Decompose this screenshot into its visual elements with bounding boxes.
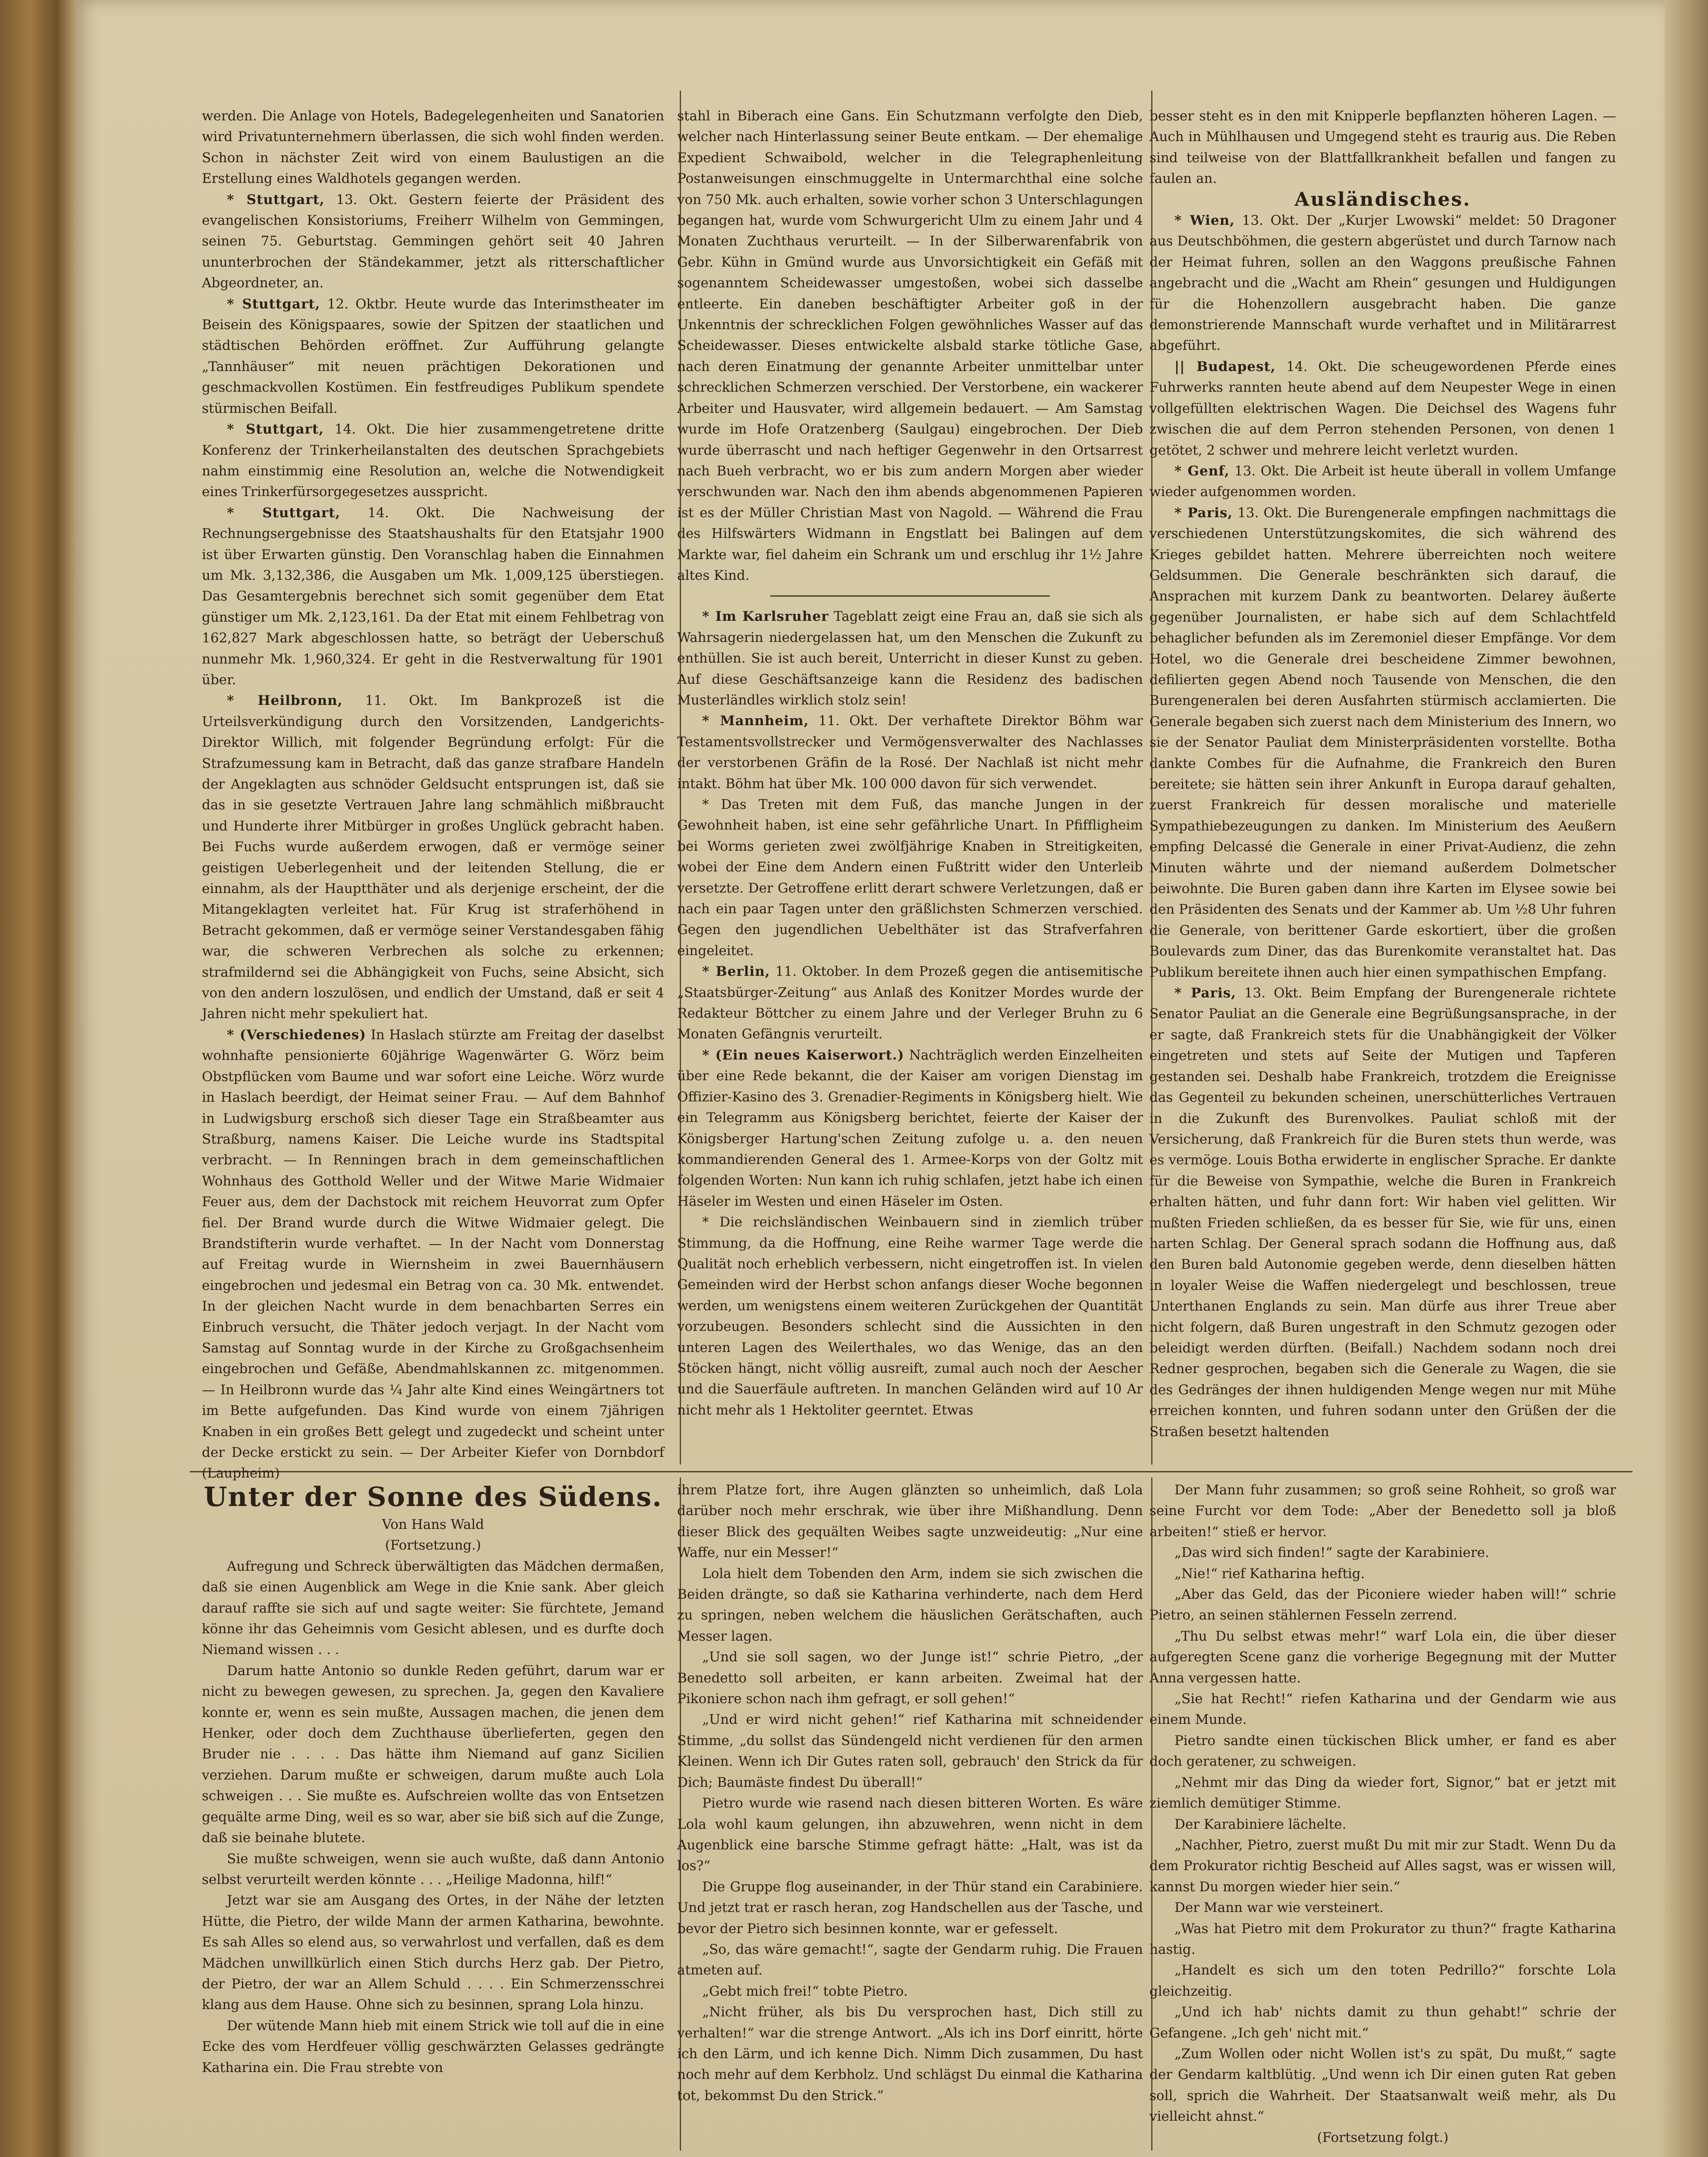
paragraph-text: Jetzt war sie am Ausgang des Ortes, in der Nähe der letzten Hütte, die Pietro, der wilde Mann der armen Katharina, bewohnte. Es sah Alles so elend aus, so verwahrlost und verfallen, daß es dem Mädchen unwillkürlich einen Stich durchs Herz gab. Der Pietro, der Pietro, der war an Allem Schuld . . . . Ein Schmerzensschrei klang aus dem Hause. Ohne sich zu besinnen, sprang Lola hinzu. xyxy=(202,1893,664,2013)
column-bottom-3 xyxy=(1149,1480,1616,2157)
paragraph-text: Der Mann fuhr zusammen; so groß seine Rohheit, so groß war seine Furcht vor dem Tode: „Aber der Benedetto soll ja bloß arbeiten!“ stieß er hervor. xyxy=(1149,1482,1616,1540)
article-paragraph xyxy=(677,1045,1143,1212)
article-paragraph xyxy=(1149,356,1616,461)
article-paragraph xyxy=(202,189,664,294)
paragraph-text: Sie mußte schweigen, wenn sie auch wußte, daß dann Antonio selbst verurteilt werden könnte . . . „Heilige Madonna, hilf!“ xyxy=(202,1851,664,1887)
paragraph-text: 11. Oktober. In dem Prozeß gegen die antisemitische „Staatsbürger-Zeitung“ aus Anlaß des Konitzer Mordes wurde der Redakteur Böttcher zu einem Jahre und der Verleger Bruhn zu 6 Monaten Gefängnis verurteilt. xyxy=(677,964,1143,1042)
paragraph-text: „Gebt mich frei!“ tobte Pietro. xyxy=(702,1983,908,1999)
column-top-1 xyxy=(202,106,664,1481)
dateline: * Heilbronn, xyxy=(227,693,343,709)
paragraph-text: 13. Okt. Die Burengenerale empfingen nachmittags die verschiedenen Unterstützungskomites, die sich während des Krieges gebildet hatten. Mehrere überreichten noch weitere Geldsummen. Die Generale beschränkten sich darauf, die Ansprachen mit kurzem Dank zu beantworten. Delarey äußerte gegenüber Journalisten, er habe sich auf dem Schlachtfeld behaglicher befunden als im Zeremoniel dieser Empfänge. Vor dem Hotel, wo die Generale drei bescheidene Zimmer bewohnen, defilierten gegen Abend noch Tausende von Menschen, die den Burengeneralen bei deren Ausfahrten stürmisch acclamierten. Die Generale begaben sich zuerst nach dem Ministerium des Innern, wo sie der Senator Pauliat dem Ministerpräsidenten vorstellte. Botha dankte Combes für die Aufnahme, die Frankreich den Buren bereitete; sie hätten sein ihrer Ankunft in Europa darauf gehalten, zuerst Frankreich für dessen moralische und materielle Sympathiebezeugungen zu danken. Im Ministerium des Aeußern empfing Delcassé die Generale in einer Privat-Audienz, die zehn Minuten währte und der niemand außerdem Dolmetscher beiwohnte. Die Buren gaben dann ihre Karten im Elysee sowie bei den Präsidenten des Senats und der Kammer ab. Um ½8 Uhr fuhren die Generale, von berittener Garde eskortiert, über die großen Boulevards zum Diner, das das Burenkomite veranstaltet hat. Das Publikum bereitete ihnen auch hier einen sympathischen Empfang. xyxy=(1149,505,1616,980)
article-paragraph xyxy=(677,2002,1143,2106)
article-paragraph xyxy=(677,1647,1143,1709)
article-paragraph xyxy=(677,1709,1143,1793)
paragraph-text: „Nie!“ rief Katharina heftig. xyxy=(1174,1566,1365,1582)
article-paragraph xyxy=(1149,1835,1616,1897)
paragraph-text: „Zum Wollen oder nicht Wollen ist's zu spät, Du mußt,“ sagte der Gendarm kaltblütig. „Und wenn ich Dir einen guten Rat geben soll, sprich die Wahrheit. Der Staatsanwalt weiß mehr, als Du vielleicht ahnst.“ xyxy=(1149,2046,1616,2125)
section-heading: Ausländisches. xyxy=(1294,188,1471,211)
paragraph-text: Der Karabiniere lächelte. xyxy=(1174,1816,1347,1832)
paragraph-text: 11. Okt. Der verhaftete Direktor Böhm war Testamentsvollstrecker und Vermögensverwalter des Nachlasses der verstorbenen Gräfin de la Rosé. Der Nachlaß ist nicht mehr intakt. Böhm hat über Mk. 100 000 davon für sich verwendet. xyxy=(677,713,1143,792)
paragraph-text: Aufregung und Schreck überwältigten das Mädchen dermaßen, daß sie einen Augenblick am Wege in die Knie sank. Aber gleich darauf raffte sie sich auf und sagte weiter: Sie fürchtete, Jemand könne ihr das Geheimnis vom Gesicht ablesen, und es durfte doch Niemand wissen . . . xyxy=(202,1558,664,1658)
dateline: * Wien, xyxy=(1174,213,1235,229)
paragraph-text: Tageblatt zeigt eine Frau an, daß sie sich als Wahrsagerin niedergelassen hat, um den Menschen die Zukunft zu enthüllen. Sie ist auch bereit, Unterricht in dieser Kunst zu geben. Auf diese Geschäftsanzeige kann die Residenz des badischen Musterländles wirklich stolz sein! xyxy=(677,609,1143,708)
paragraph-text: Pietro wurde wie rasend nach diesen bitteren Worten. Es wäre Lola wohl kaum gelungen, ihn abzuwehren, wenn nicht in dem Augenblick eine barsche Stimme gefragt hätte: „Halt, was ist da los?“ xyxy=(677,1795,1143,1874)
article-paragraph xyxy=(677,106,1143,586)
paragraph-text: „Handelt es sich um den toten Pedrillo?“ forschte Lola gleichzeitig. xyxy=(1149,1962,1616,1999)
paragraph-text: 13. Okt. Die Arbeit ist heute überall in vollem Umfange wieder aufgenommen worden. xyxy=(1149,463,1616,500)
article-paragraph xyxy=(1149,2044,1616,2127)
continuation-note: (Fortsetzung folgt.) xyxy=(1317,2129,1449,2145)
article-paragraph xyxy=(677,1480,1143,1563)
serial-byline: (Fortsetzung.) xyxy=(385,1538,481,1553)
paragraph-text: Lola hielt dem Tobenden den Arm, indem sie sich zwischen die Beiden drängte, so daß sie Katharina verhinderte, nach dem Herd zu springen, neben welchem die häuslichen Gerätschaften, auch Messer lagen. xyxy=(677,1566,1143,1644)
article-paragraph xyxy=(677,794,1143,961)
paragraph-text: ihrem Platze fort, ihre Augen glänzten so unheimlich, daß Lola darüber noch mehr erschrak, wie über ihre Mißhandlung. Denn dieser Blick des gequälten Weibes sagte unzweideutig: „Nur eine Waffe, nur ein Messer!“ xyxy=(677,1482,1143,1561)
paragraph-text: Nachträglich werden Einzelheiten über eine Rede bekannt, die der Kaiser am vorigen Dienstag im Offizier-Kasino des 3. Grenadier-Regiments in Königsberg hielt. Wie ein Telegramm aus Königsberg berichtet, feierte der Kaiser der Königsberger Hartung'schen Zeitung zufolge u. a. den neuen kommandierenden General des 1. Armee-Korps von der Goltz mit folgenden Worten: Nun kann ich ruhig schlafen, jetzt habe ich einen Häseler im Westen und einen Häseler im Osten. xyxy=(677,1047,1143,1209)
article-paragraph xyxy=(1149,983,1616,1442)
paragraph-text: * Das Treten mit dem Fuß, das manche Jungen in der Gewohnheit haben, ist eine sehr gefährliche Unart. In Pfiffligheim bei Worms gerieten zwei zwölfjährige Knaben in Streitigkeiten, wobei der Eine dem Andern einen Fußtritt wider den Unterleib versetzte. Der Getroffene erlitt derart schwere Verletzungen, daß er nach ein paar Tagen unter den gräßlichsten Schmerzen verschied. Gegen den jugendlichen Uebelthäter ist das Strafverfahren eingeleitet. xyxy=(677,797,1143,959)
paragraph-text: besser steht es in den mit Knipperle bepflanzten höheren Lagen. — Auch in Mühlhausen und Umgegend steht es traurig aus. Die Reben sind teilweise von der Blattfallkrankheit befallen und fangen zu faulen an. xyxy=(1149,108,1616,187)
article-paragraph xyxy=(202,419,664,503)
article-paragraph xyxy=(1149,1730,1616,1772)
paragraph-text: 14. Okt. Die Nachweisung der Rechnungsergebnisse des Staatshaushalts für den Etatsjahr 1900 ist über Erwarten günstig. Den Voranschlag haben die Einnahmen um Mk. 3,132,386, die Ausgaben um Mk. 1,009,125 überstiegen. Das Gesamtergebnis berechnet sich somit gegenüber dem Etat günstiger um Mk. 2,123,161. Da der Etat mit einem Fehlbetrag von 162,827 Mark abgeschlossen hatte, so beträgt der Ueberschuß nunmehr Mk. 1,960,324. Er geht in die Restverwaltung für 1901 über. xyxy=(202,505,664,688)
article-paragraph xyxy=(1149,2002,1616,2044)
paragraph-text: Die Gruppe flog auseinander, in der Thür stand ein Carabiniere. Und jetzt trat er rasch heran, zog Handschellen aus der Tasche, und bevor der Pietro sich besinnen konnte, war er gefesselt. xyxy=(677,1879,1143,1937)
page-edge xyxy=(1665,0,1708,2157)
dateline: * Paris, xyxy=(1174,985,1236,1001)
paragraph-text: 11. Okt. Im Bankprozeß ist die Urteilsverkündigung durch den Vorsitzenden, Landgerichts-Direktor Willich, mit folgender Begründung erfolgt: Für die Strafzumessung kam in Betracht, daß das ganze strafbare Handeln der Angeklagten aus schnöder Geldsucht entsprungen ist, daß sie das in sie gesetzte Vertrauen Jahre lang schmählich mißbraucht und Hunderte ihrer Mitbürger in großes Unglück gebracht haben. Bei Fuchs wurde außerdem erwogen, daß er vermöge seiner geistigen Ueberlegenheit und der leitenden Stellung, die er einnahm, als der Hauptthäter und als derjenige erscheint, der die Mitangeklagten verleitet hat. Für Krug ist straferhöhend in Betracht gekommen, daß er vermöge seiner Verstandesgaben fähig war, die schweren Verbrechen als solche zu erkennen; strafmildernd sei die Abhängigkeit von Fuchs, seine Absicht, sich von den andern loszulösen, und endlich der Umstand, daß er seit 4 Jahren nicht mehr spekuliert hat. xyxy=(202,693,664,1022)
article-paragraph xyxy=(677,1877,1143,1939)
paragraph-text: stahl in Biberach eine Gans. Ein Schutzmann verfolgte den Dieb, welcher nach Hinterlassung seiner Beute entkam. — Der ehemalige Expedient Schwaibold, welcher in die Telegraphenleitung Postanweisungen einschmuggelte in Untermarchthal eine solche von 750 Mk. auch erhalten, sowie vorher schon 3 Unterschlagungen begangen hat, wurde vom Schwurgericht Ulm zu einem Jahr und 4 Monaten Zuchthaus verurteilt. — In der Silberwarenfabrik von Gebr. Kühn in Gmünd wurde aus Unvorsichtigkeit ein Gefäß mit sogenanntem Scheidewasser umgestoßen, wobei sich dasselbe entleerte. Ein daneben beschäftigter Arbeiter goß in der Unkenntnis der schrecklichen Folgen gewöhnliches Wasser auf das Scheidewasser. Dieses entwickelte alsbald starke tötliche Gase, nach deren Einatmung der genannte Arbeiter unmittelbar unter schrecklichen Schmerzen verschied. Der Verstorbene, ein wackerer Arbeiter und Hausvater, wird allgemein bedauert. — Am Samstag wurde im Hofe Oratzenberg (Saulgau) eingebrochen. Der Dieb wurde überrascht und nach heftiger Gegenwehr in den Ortsarrest nach Bueh verbracht, wo er bis zum andern Morgen aber wieder verschwunden war. Nach den ihm abends abgenommenen Papieren ist es der Müller Christian Mast von Nagold. — Während die Frau des Hilfswärters Widmann in Engstlatt bei Balingen auf dem Markte war, fiel daheim ein Schrank um und erschlug ihr 1½ Jahre altes Kind. xyxy=(677,108,1143,583)
article-paragraph xyxy=(1149,461,1616,503)
paragraph-text: „Nehmt mir das Ding da wieder fort, Signor,“ bat er jetzt mit ziemlich demütiger Stimme. xyxy=(1149,1774,1616,1811)
dateline: || Budapest, xyxy=(1174,358,1276,374)
book-binding xyxy=(0,0,75,2157)
paragraph-text: „Und er wird nicht gehen!“ rief Katharina mit schneidender Stimme, „du sollst das Sündengeld nicht verdienen für den armen Kleinen. Wenn ich Dir Gutes raten soll, gebrauch' den Strick da für Dich; Baumäste findest Du überall!“ xyxy=(677,1712,1143,1790)
paragraph-text: Der Mann war wie versteinert. xyxy=(1174,1900,1384,1916)
article-paragraph xyxy=(1149,1480,1616,1542)
dateline: * Berlin, xyxy=(702,964,770,980)
article-paragraph xyxy=(677,961,1143,1045)
article-paragraph xyxy=(1149,1563,1616,1584)
serial-title: Unter der Sonne des Südens. xyxy=(204,1481,662,1512)
article-paragraph xyxy=(677,711,1143,794)
article-paragraph xyxy=(202,2016,664,2078)
paragraph-text: 14. Okt. Die scheugewordenen Pferde eines Fuhrwerks rannten heute abend auf dem Neupester Wege in einen vollgefüllten elektrischen Wagen. Die Deichsel des Wagens fuhr zwischen die auf dem Perron stehenden Personen, von denen 1 getötet, 2 schwer und mehrere leicht verletzt wurden. xyxy=(1149,358,1617,458)
paragraph-text: „Nachher, Pietro, zuerst mußt Du mit mir zur Stadt. Wenn Du da dem Prokurator richtig Bescheid auf Alles sagst, was er wissen will, kannst Du morgen wieder hier sein.“ xyxy=(1149,1837,1616,1895)
paragraph-text: * Die reichsländischen Weinbauern sind in ziemlich trüber Stimmung, da die Hoffnung, eine Reihe warmer Tage werde die Qualität noch erheblich verbessern, nicht eingetroffen ist. In vielen Gemeinden wird der Herbst schon anfangs dieser Woche begonnen werden, um wenigstens einem weiteren Zurückgehen der Quantität vorzubeugen. Besonders schlecht sind die Aussichten in den unteren Lagen des Weilerthales, wo das Wenige, das an den Stöcken hängt, nicht völlig ausreift, zumal auch noch der Aescher und die Sauerfäule auftreten. In manchen Geländen wird auf 10 Ar nicht mehr als 1 Hektoliter geerntet. Etwas xyxy=(677,1214,1143,1418)
article-paragraph xyxy=(677,1793,1143,1877)
paragraph-text: Pietro sandte einen tückischen Blick umher, er fand es aber doch geratener, zu schweigen. xyxy=(1149,1733,1616,1770)
article-paragraph xyxy=(1149,503,1616,983)
paragraph-text: „Sie hat Recht!“ riefen Katharina und der Gendarm wie aus einem Munde. xyxy=(1149,1691,1616,1728)
paragraph-text: In Haslach stürzte am Freitag der daselbst wohnhafte pensionierte 60jährige Wagenwärter G. Wörz beim Obstpflücken vom Baume und war sofort eine Leiche. Wörz wurde in Haslach beerdigt, der Heimat seiner Frau. — Auf dem Bahnhof in Ludwigsburg erschoß sich dieser Tage ein Straßbeamter aus Straßburg, namens Kaiser. Die Leiche wurde ins Stadtspital verbracht. — In Renningen brach in dem gemeinschaftlichen Wohnhaus des Gotthold Weller und der Witwe Marie Widmaier Feuer aus, dem der Dachstock mit reichem Heuvorrat zum Opfer fiel. Der Brand wurde durch die Witwe Widmaier gelegt. Die Brandstifterin wurde verhaftet. — In der Nacht vom Donnerstag auf Freitag wurde in Wiernsheim in zwei Bauernhäusern eingebrochen und jedesmal ein Betrag von ca. 30 Mk. entwendet. In der gleichen Nacht wurde in dem benachbarten Serres ein Einbruch versucht, die Thäter jedoch verjagt. In der Nacht vom Samstag auf Sonntag wurde in der Kirche zu Großgachsenheim eingebrochen und Gefäße, Abendmahlskannen zc. mitgenommen. — In Heilbronn wurde das ¼ Jahr alte Kind eines Weingärtners tot im Bette aufgefunden. Das Kind wurde von einem 7jährigen Knaben in ein großes Bett gelegt und zugedeckt und scheint unter der Decke erstickt zu sein. — Der Arbeiter Kiefer von Dornbdorf (Laupheim) xyxy=(202,1027,664,1481)
article-paragraph xyxy=(1149,1814,1616,1835)
column-bottom-2 xyxy=(677,1480,1143,2157)
article-paragraph xyxy=(202,503,664,691)
article-paragraph xyxy=(1149,210,1616,356)
article-separator xyxy=(770,595,1050,597)
article-paragraph xyxy=(1149,1897,1616,1918)
article-paragraph xyxy=(202,1556,664,1660)
article-paragraph xyxy=(1149,1960,1616,2002)
article-paragraph xyxy=(677,606,1143,711)
article-paragraph xyxy=(1149,1542,1616,1563)
paragraph-text: Der wütende Mann hieb mit einem Strick wie toll auf die in eine Ecke des vom Herdfeuer völlig geschwärzten Gelasses gedrängte Katharina ein. Die Frau strebte von xyxy=(202,2018,664,2075)
paragraph-text: „Aber das Geld, das der Piconiere wieder haben will!“ schrie Pietro, an seinen stählernen Fesseln zerrend. xyxy=(1149,1587,1616,1623)
dateline: * Stuttgart, xyxy=(227,296,320,312)
paragraph-text: „Thu Du selbst etwas mehr!“ warf Lola ein, die über dieser aufgeregten Scene ganz die vorherige Begegnung mit der Mutter Anna vergessen hatte. xyxy=(1149,1628,1616,1686)
dateline: * Stuttgart, xyxy=(227,192,325,208)
paragraph-text: 12. Oktbr. Heute wurde das Interimstheater im Beisein des Königspaares, sowie der Spitzen der staatlichen und städtischen Behörden eröffnet. Zur Aufführung gelangte „Tannhäuser“ mit neuen prächtigen Dekorationen und geschmackvollen Kostümen. Ein festfreudiges Publikum spendete stürmischen Beifall. xyxy=(202,296,664,416)
serial-byline: Von Hans Wald xyxy=(382,1517,484,1532)
paragraph-text: 13. Okt. Gestern feierte der Präsident des evangelischen Konsistoriums, Freiherr Wilhelm von Gemmingen, seinen 75. Geburtstag. Gemmingen gehört seit 40 Jahren ununterbrochen der Ständekammer, jetzt als ritterschaftlicher Abgeordneter, an. xyxy=(202,192,664,291)
article-paragraph xyxy=(1149,1626,1616,1688)
dateline: * Genf, xyxy=(1174,463,1230,479)
paragraph-text: „Und sie soll sagen, wo der Junge ist!“ schrie Pietro, „der Benedetto soll arbeiten, er kann arbeiten. Zweimal hat der Pikoniere schon nach ihm gefragt, er soll gehen!“ xyxy=(677,1649,1143,1707)
article-paragraph xyxy=(202,1890,664,2015)
dateline: * (Verschiedenes) xyxy=(227,1027,366,1043)
paragraph-text: „Das wird sich finden!“ sagte der Karabiniere. xyxy=(1174,1545,1489,1561)
article-paragraph xyxy=(677,1563,1143,1647)
article-paragraph xyxy=(1149,1772,1616,1814)
article-paragraph xyxy=(202,1660,664,1849)
article-paragraph xyxy=(202,1849,664,1890)
paragraph-text: werden. Die Anlage von Hotels, Badegelegenheiten und Sanatorien wird Privatunternehmern überlassen, die sich wohl finden werden. Schon in nächster Zeit wird von einem Baulustigen an die Erstellung eines Waldhotels gegangen werden. xyxy=(202,108,664,187)
article-paragraph xyxy=(677,1212,1143,1421)
paragraph-text: „Nicht früher, als bis Du versprochen hast, Dich still zu verhalten!“ war die strenge Antwort. „Als ich ins Dorf einritt, hörte ich den Lärm, und ich kenne Dich. Nimm Dich zusammen, Du hast noch mehr auf dem Kerbholz. Und schlägst Du einmal die Katharina tot, bekommst Du den Strick.“ xyxy=(677,2004,1143,2104)
article-paragraph xyxy=(1149,1584,1616,1626)
article-paragraph xyxy=(202,294,664,419)
paragraph-text: 14. Okt. Die hier zusammengetretene dritte Konferenz der Trinkerheilanstalten des deutschen Sprachgebiets nahm einstimmig eine Resolution an, welche die Notwendigkeit eines Trinkerfürsorgegesetzes ausspricht. xyxy=(202,421,664,500)
paragraph-text: „Was hat Pietro mit dem Prokurator zu thun?“ fragte Katharina hastig. xyxy=(1149,1921,1616,1957)
article-paragraph xyxy=(677,1981,1143,2002)
dateline: * (Ein neues Kaiserwort.) xyxy=(702,1047,904,1063)
article-paragraph xyxy=(1149,1918,1616,1960)
paragraph-text: 13. Okt. Beim Empfang der Burengenerale richtete Senator Pauliat an die Generale eine Begrüßungsansprache, in der er sagte, daß Frankreich stets für die Unabhängigkeit der Völker eingetreten und stets auf Seite der Mutigen und Tapferen gestanden sei. Deshalb habe Frankreich, trotzdem die Ereignisse das Gegenteil zu bekunden scheinen, unerschütterliches Vertrauen in die Zukunft des Burenvolkes. Pauliat schloß mit der Versicherung, daß Frankreich für die Buren stets thun werde, was es vermöge. Louis Botha erwiderte in englischer Sprache. Er dankte für die Beweise von Sympathie, welche die Buren in Frankreich erhalten hätten, und fuhr dann fort: Wir haben viel gelitten. Wir mußten Frieden schließen, da es besser für Sie, wie für uns, einen harten Schlag. Der General sprach sodann die Hoffnung aus, daß den Buren bald Autonomie gegeben werde, denn dieselben hätten in loyaler Weise die Waffen niedergelegt und beschlossen, treue Unterthanen Englands zu sein. Man dürfe aus ihrer Treue aber nicht folgern, daß Buren ungestraft in den Schmutz gezogen oder beleidigt werden dürften. (Beifall.) Nachdem sodann noch drei Redner gesprochen, begaben sich die Generale zu Wagen, die sie des Gedränges der ihnen huldigenden Menge wegen nur mit Mühe erreichen konnten, und fuhren sodann unter den Grüßen der die Straßen besetzt haltenden xyxy=(1149,985,1616,1440)
article-paragraph xyxy=(202,1025,664,1484)
column-bottom-1 xyxy=(202,1480,664,2157)
dateline: * Mannheim, xyxy=(702,713,809,729)
paragraph-text: „So, das wäre gemacht!“, sagte der Gendarm ruhig. Die Frauen atmeten auf. xyxy=(677,1941,1143,1978)
dateline: * Im Karlsruher xyxy=(702,609,829,625)
paragraph-text: Darum hatte Antonio so dunkle Reden geführt, darum war er nicht zu bewegen gewesen, zu sprechen. Ja, gegen den Kavaliere konnte er, wenn es sein mußte, Aussagen machen, die jenen dem Henker, oder doch dem Zuchthause überlieferten, gegen den Bruder nie . . . . Das hätte ihm Niemand auf ganz Sicilien verziehen. Darum mußte er schweigen, darum mußte auch Lola schweigen . . . Sie mußte es. Aufschreien wollte das von Entsetzen gequälte arme Ding, weil es so war, aber sie biß sich auf die Zunge, daß sie beinahe blutete. xyxy=(202,1663,664,1846)
article-paragraph xyxy=(1149,106,1616,189)
article-paragraph xyxy=(202,106,664,189)
column-top-3 xyxy=(1149,106,1616,1473)
dateline: * Stuttgart, xyxy=(227,505,341,521)
paragraph-text: 13. Okt. Der „Kurjer Lwowski“ meldet: 50 Dragoner aus Deutschböhmen, die gestern abgerüstet und durch Tarnow nach der Heimat fuhren, sollen an den Waggons preußische Fahnen angebracht und die „Wacht am Rhein“ gesungen und Huldigungen für die Hohenzollern ausgebracht haben. Die ganze demonstrierende Mannschaft wurde verhaftet und in Militärarrest abgeführt. xyxy=(1149,213,1616,354)
article-paragraph xyxy=(677,1939,1143,1981)
dateline: * Stuttgart, xyxy=(227,421,324,437)
paragraph-text: „Und ich hab' nichts damit zu thun gehabt!“ schrie der Gefangene. „Ich geh' nicht mit.“ xyxy=(1149,2004,1616,2041)
article-paragraph xyxy=(1149,1688,1616,1730)
column-top-2 xyxy=(677,106,1143,1473)
article-paragraph xyxy=(202,690,664,1025)
dateline: * Paris, xyxy=(1174,505,1233,521)
